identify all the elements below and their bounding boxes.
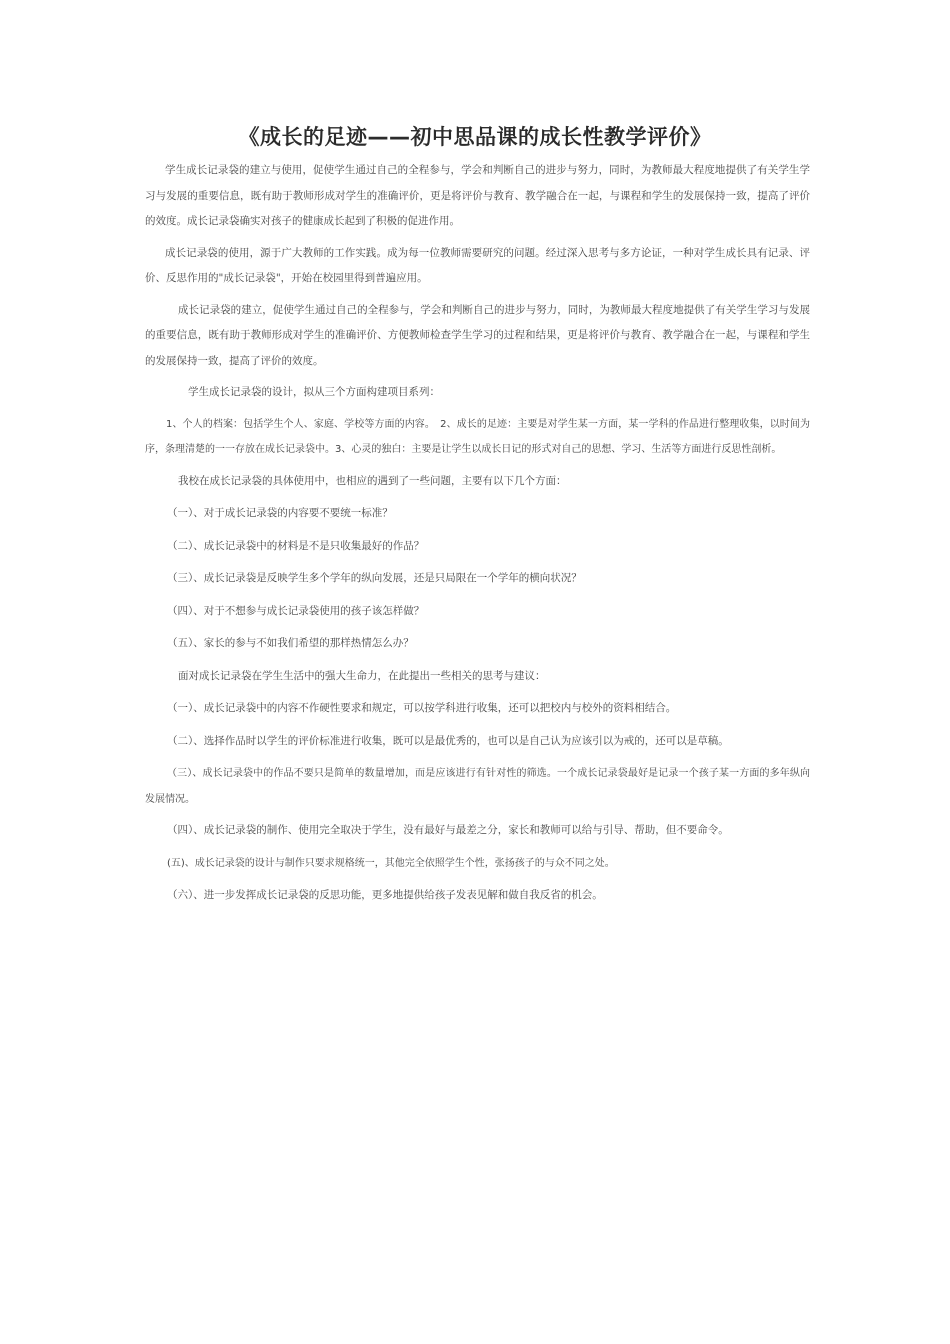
list-item: （五）、家长的参与不如我们希望的那样热情怎么办？ (167, 637, 414, 649)
paragraph-purpose: 成长记录袋的建立，促使学生通过自己的全程参与，学会和判断自己的进步与努力，同时，为教师最大程度地提供了有关学生学习与发展的重要信息，既有助于教师形成对学生的准确评价、方便教师检查学生学习的过程和结果，更是将评价与教育、教学融合在一起，与课程和学生的发展保持一致，提高了评价的效度。 (145, 303, 810, 367)
list-item: （四）、对于不想参与成长记录袋使用的孩子该怎样做？ (167, 604, 425, 617)
document-body (145, 158, 810, 916)
list-item: （六）、进一步发挥成长记录袋的反思功能，更多地提供给孩子发表见解和做自我反省的机会。 (167, 889, 603, 901)
paragraph-intro: 学生成长记录袋的建立与使用，促使学生通过自己的全程参与，学会和判断自己的进步与努力，同时，为教师最大程度地提供了有关学生学习与发展的重要信息，既有助于教师形成对学生的准确评价，更是将评价与教育、教学融合在一起，与课程和学生的发展保持一致，提高了评价的效度。成长记录袋确实对孩子的健康成长起到了积极的促进作用。 (145, 164, 810, 227)
list-item: （一）、成长记录袋中的内容不作硬性要求和规定，可以按学科进行收集，还可以把校内与校外的资料相结合。 (167, 702, 677, 714)
paragraph-problems: 我校在成长记录袋的具体使用中，也相应的遇到了一些问题，主要有以下几个方面： (178, 474, 567, 487)
list-item: （三）、成长记录袋是反映学生多个学年的纵向发展，还是只局限在一个学年的横向状况？ (167, 572, 582, 584)
question-list (145, 501, 810, 657)
list-item: （二）、选择作品时以学生的评价标准进行收集，既可以是最优秀的，也可以是自己认为应该引以为戒的，还可以是草稿。 (167, 734, 729, 747)
list-item: (五)、成长记录袋的设计与制作只要求规格统一，其他完全依照学生个性，张扬孩子的与众不同之处。 (167, 857, 615, 869)
paragraph-suggestions-intro: 面对成长记录袋在学生生活中的强大生命力，在此提出一些相关的思考与建议： (178, 669, 546, 682)
list-item: （一）、对于成长记录袋的内容要不要统一标准？ (167, 507, 393, 519)
list-item: （二）、成长记录袋中的材料是不是只收集最好的作品？ (167, 539, 425, 552)
list-item: （三）、成长记录袋中的作品不要只是简单的数量增加，而是应该进行有针对性的筛选。一个成长记录袋最好是记录一个孩子某一方面的多年纵向发展情况。 (145, 768, 810, 805)
document-title: 《成长的足迹——初中思品课的成长性教学评价》 (238, 125, 712, 149)
list-item: （四）、成长记录袋的制作、使用完全取决于学生，没有最好与最差之分，家长和教师可以给与引导、帮助，但不要命令。 (167, 824, 729, 836)
paragraph-origin: 成长记录袋的使用，源于广大教师的工作实践。成为每一位教师需要研究的问题。经过深入思考与多方论证，一种对学生成长具有记录、评价、反思作用的"成长记录袋"，开始在校园里得到普遍应用。 (145, 246, 810, 284)
suggestion-list (145, 696, 810, 909)
paragraph-design: 学生成长记录袋的设计，拟从三个方面构建项目系列： (188, 386, 440, 398)
paragraph-items: 1、个人的档案：包括学生个人、家庭、学校等方面的内容。 2、成长的足迹：主要是对学生某一方面，某一学科的作品进行整理收集，以时间为序，条理清楚的一一存放在成长记录袋中。3、心灵的独白：主要是让学生以成长日记的形式对自己的思想、学习、生活等方面进行反思性剖析。 (145, 418, 810, 455)
